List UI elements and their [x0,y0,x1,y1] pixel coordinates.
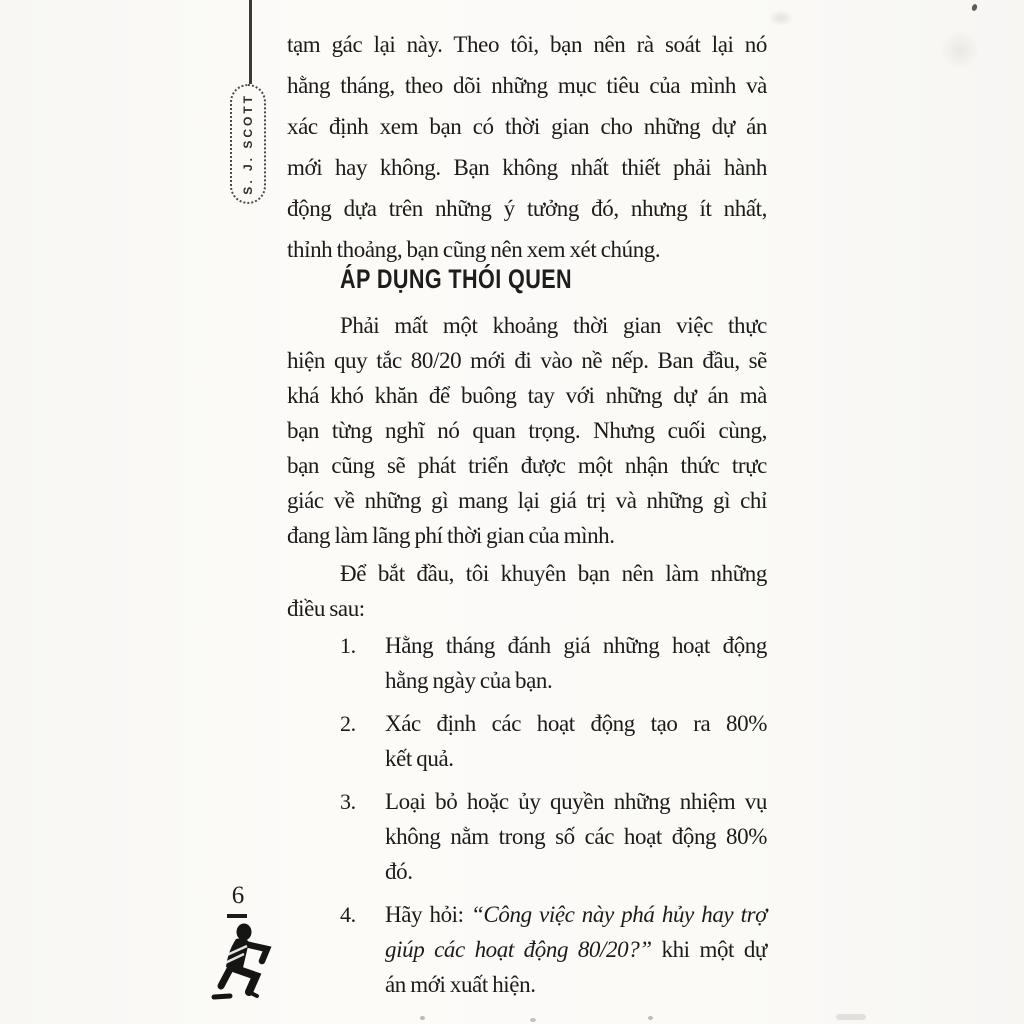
text-line: hiện quy tắc 80/20 mới đi vào nề nếp. Ban đầu, sẽ [287,348,767,373]
text-line: Hãy hỏi: “Công việc này phá hủy hay trợ [385,902,768,927]
list-item-text [385,897,767,1002]
text-line: tạm gác lại này. Theo tôi, bạn nên rà soát lại nó [287,32,767,57]
page-number-rule [227,914,247,918]
list-item-text [385,784,767,889]
spine-line [249,0,252,84]
section-heading: ÁP DỤNG THÓI QUEN [340,264,573,294]
text-line: Loại bỏ hoặc ủy quyền những nhiệm vụ [385,789,767,814]
text-line: điều sau: [287,596,365,621]
list-item [287,784,767,889]
numbered-list [287,628,767,1010]
text-line: Hằng tháng đánh giá những hoạt động [385,633,767,658]
scan-speck [940,30,980,70]
paragraph-continued [287,24,767,270]
text-line: bạn từng nghĩ nó quan trọng. Nhưng cuối cùng, [287,418,767,443]
runner-logo-icon [209,922,275,1006]
author-name: S. J. SCOTT [241,93,255,195]
scan-speck [836,1014,866,1020]
list-item [287,628,767,698]
scan-speck [420,1016,425,1020]
text-line: hằng ngày của bạn. [385,668,553,693]
text-line: giúp các hoạt động 80/20?” khi một dự [385,937,767,962]
text-line: mới hay không. Bạn không nhất thiết phải hành [287,155,767,180]
text-line: hằng tháng, theo dõi những mục tiêu của mình và [287,73,767,98]
list-item-text [385,628,767,698]
text-line: đó. [385,859,413,884]
text-line: đang làm lãng phí thời gian của mình. [287,523,615,548]
scan-speck [971,3,978,11]
paragraph [287,308,767,553]
text-line: bạn cũng sẽ phát triển được một nhận thức trực [287,453,767,478]
text-line: xác định xem bạn có thời gian cho những dự án [287,114,767,139]
text-line: không nằm trong số các hoạt động 80% [385,824,767,849]
list-item-number: 3. [340,789,356,814]
list-item [287,706,767,776]
scan-speck [530,1018,536,1022]
scan-speck [312,250,315,253]
text-line: án mới xuất hiện. [385,972,536,997]
list-item-number: 1. [340,633,356,658]
page-number: 6 [231,882,245,909]
text-line: khá khó khăn để buông tay với những dự án mà [287,383,767,408]
text-line: giác về những gì mang lại giá trị và những gì chỉ [287,488,767,513]
list-item-number: 4. [340,902,356,927]
text-line: động dựa trên những ý tưởng đó, nhưng ít nhất, [287,196,767,221]
list-item [287,897,767,1002]
list-item-number: 2. [340,711,356,736]
text-line: kết quả. [385,746,454,771]
list-item-text [385,706,767,776]
text-line: thỉnh thoảng, bạn cũng nên xem xét chúng. [287,237,661,262]
text-line: Xác định các hoạt động tạo ra 80% [385,711,767,736]
author-spine-badge [230,84,266,204]
text-line: Để bắt đầu, tôi khuyên bạn nên làm những [340,561,767,586]
paragraph [287,556,767,626]
scan-speck [648,1016,653,1020]
scan-speck [768,10,794,26]
text-line: Phải mất một khoảng thời gian việc thực [340,313,767,338]
